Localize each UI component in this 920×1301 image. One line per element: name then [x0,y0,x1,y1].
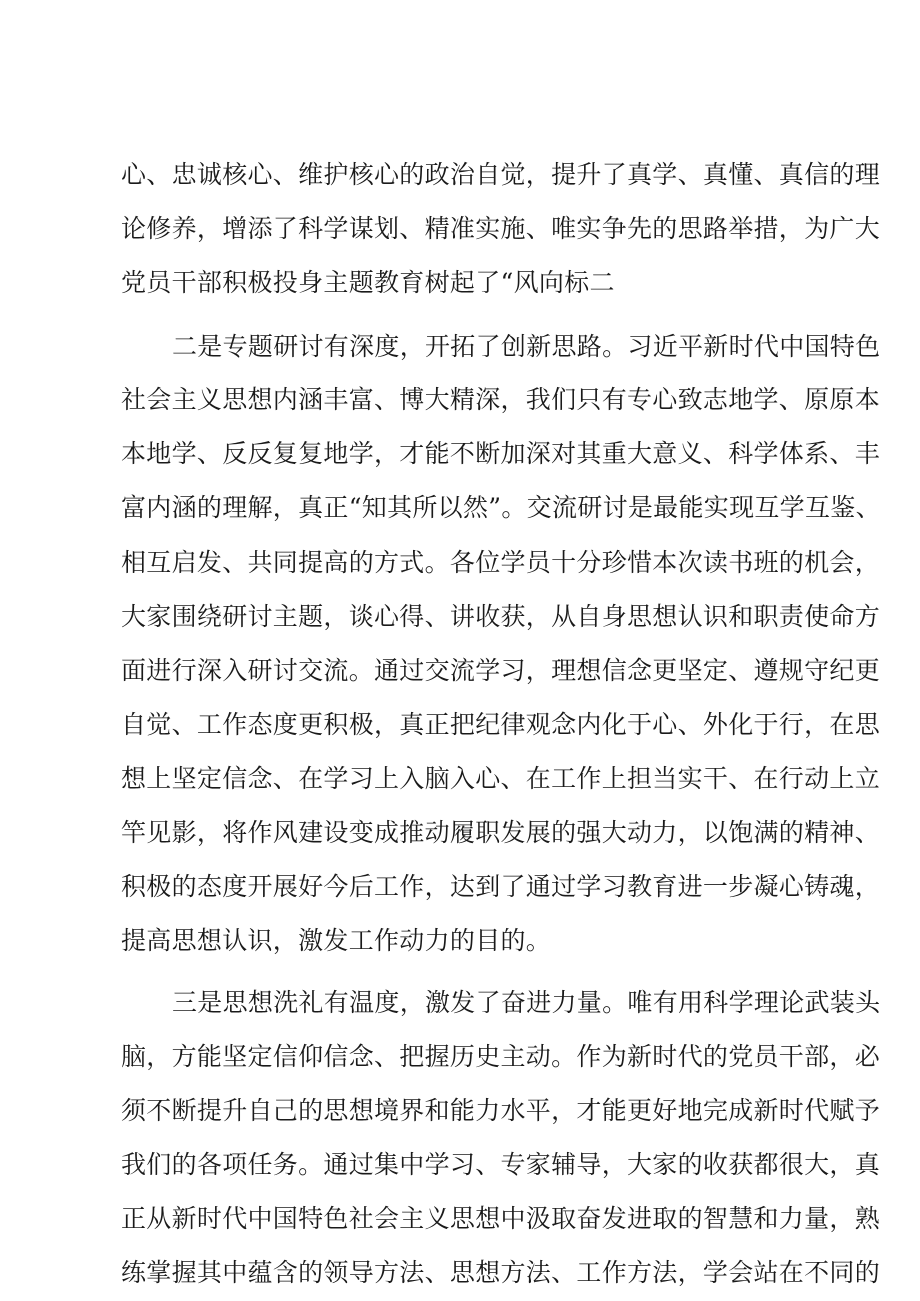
text-line: 相互启发、共同提高的方式。各位学员十分珍惜本次读书班的机会， [121,548,881,577]
text-line: 我们的各项任务。通过集中学习、专家辅导，大家的收获都很大，真 [121,1150,881,1179]
text-line: 积极的态度开展好今后工作，达到了通过学习教育进一步凝心铸魂， [121,872,881,901]
text-line: 自觉、工作态度更积极，真正把纪律观念内化于心、外化于行，在思 [121,710,881,739]
text-line: 须不断提升自己的思想境界和能力水平，才能更好地完成新时代赋予 [121,1096,881,1125]
text-line: 脑，方能坚定信仰信念、把握历史主动。作为新时代的党员干部，必 [121,1042,881,1071]
text-line: 论修养，增添了科学谋划、精准实施、唯实争先的思路举措，为广大 [121,214,881,243]
text-line: 面进行深入研讨交流。通过交流学习，理想信念更坚定、遵规守纪更 [121,656,881,685]
text-line: 正从新时代中国特色社会主义思想中汲取奋发进取的智慧和力量，熟 [121,1204,881,1233]
paragraph-start-line: 二是专题研讨有深度，开拓了创新思路。习近平新时代中国特色 [172,332,881,361]
text-line: 提高思想认识，激发工作动力的目的。 [121,926,552,955]
text-line: 富内涵的理解，真正“知其所以然”。交流研讨是最能实现互学互鉴、 [121,493,881,522]
text-line: 练掌握其中蕴含的领导方法、思想方法、工作方法，学会站在不同的 [121,1258,881,1287]
paragraph-start-line: 三是思想洗礼有温度，激发了奋进力量。唯有用科学理论武装头 [172,988,881,1017]
text-line: 社会主义思想内涵丰富、博大精深，我们只有专心致志地学、原原本 [121,385,881,414]
text-line: 本地学、反反复复地学，才能不断加深对其重大意义、科学体系、丰 [121,439,881,468]
text-line: 竿见影，将作风建设变成推动履职发展的强大动力，以饱满的精神、 [121,818,881,847]
text-line: 心、忠诚核心、维护核心的政治自觉，提升了真学、真懂、真信的理 [121,160,881,189]
text-line: 党员干部积极投身主题教育树起了“风向标二 [121,268,615,297]
text-line: 想上坚定信念、在学习上入脑入心、在工作上担当实干、在行动上立 [121,764,881,793]
text-line: 大家围绕研讨主题，谈心得、讲收获，从自身思想认识和职责使命方 [121,602,881,631]
